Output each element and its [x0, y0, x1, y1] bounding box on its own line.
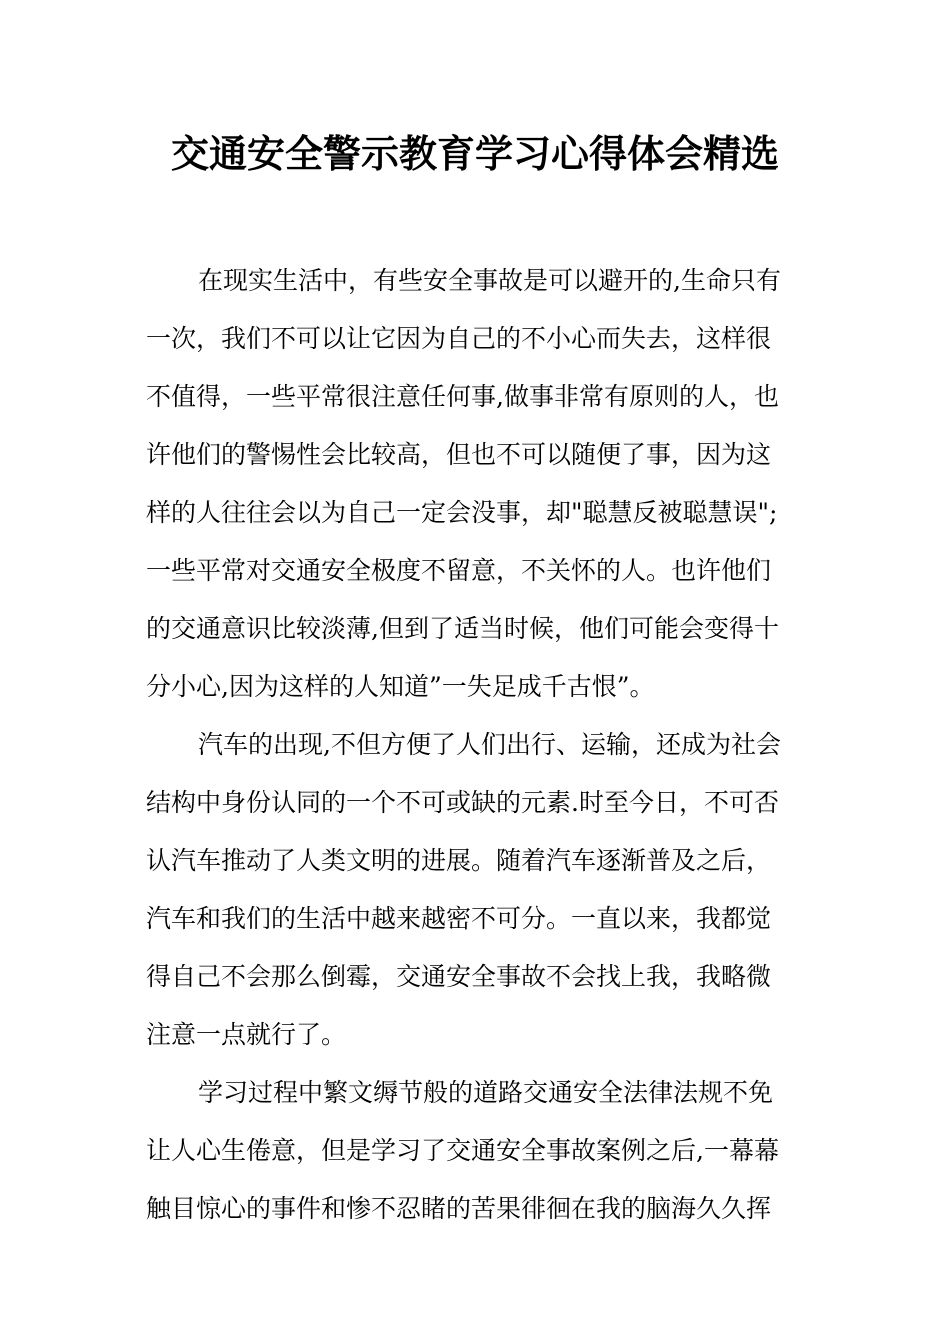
text-line: 注意一点就行了。 [146, 1020, 347, 1049]
text-line: 汽车的出现,不但方便了人们出行、运输，还成为社会 [198, 730, 781, 759]
text-line: 的交通意识比较淡薄,但到了适当时候，他们可能会变得十 [146, 614, 779, 643]
text-line: 分小心,因为这样的人知道”一失足成千古恨”。 [146, 672, 655, 701]
paragraph-2 [146, 716, 806, 1064]
text-line: 触目惊心的事件和惨不忍睹的苦果徘徊在我的脑海久久挥 [146, 1194, 772, 1223]
text-line: 学习过程中繁文缛节般的道路交通安全法律法规不免 [198, 1078, 774, 1107]
text-line: 一次，我们不可以让它因为自己的不小心而失去，这样很 [146, 324, 772, 353]
text-line: 得自己不会那么倒霉，交通安全事故不会找上我，我略微 [146, 962, 772, 991]
text-line: 在现实生活中，有些安全事故是可以避开的,生命只有 [198, 266, 781, 295]
text-line: 结构中身份认同的一个不可或缺的元素.时至今日，不可否 [146, 788, 779, 817]
document-body [146, 252, 806, 1238]
text-line: 让人心生倦意，但是学习了交通安全事故案例之后,一幕幕 [146, 1136, 779, 1165]
document-title: 交通安全警示教育学习心得体会精选 [170, 131, 779, 176]
text-line: 一些平常对交通安全极度不留意，不关怀的人。也许他们 [146, 556, 772, 585]
paragraph-3 [146, 1064, 806, 1238]
text-line: 不值得，一些平常很注意任何事,做事非常有原则的人，也 [146, 382, 779, 411]
paragraph-1 [146, 252, 806, 716]
text-line: 许他们的警惕性会比较高，但也不可以随便了事，因为这 [146, 440, 772, 469]
text-line: 认汽车推动了人类文明的进展。随着汽车逐渐普及之后， [146, 846, 772, 875]
text-line: 样的人往往会以为自己一定会没事，却"聪慧反被聪慧误"; [146, 498, 778, 527]
text-line: 汽车和我们的生活中越来越密不可分。一直以来，我都觉 [146, 904, 772, 933]
